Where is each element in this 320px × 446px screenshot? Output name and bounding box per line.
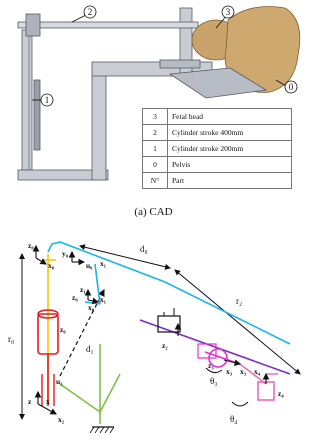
frame-u1: u₁ — [56, 377, 63, 386]
frame-x1-top: x₁ — [100, 259, 106, 268]
frame-x3b: x₃ — [240, 367, 246, 376]
theta4-arc — [232, 402, 248, 406]
frame-x-low: x — [46, 397, 50, 406]
part-number: 3 — [143, 109, 168, 125]
frame-z2: z₂ — [162, 341, 168, 350]
cad-caption: (a) CAD — [134, 206, 173, 218]
frame-z-low: z — [28, 397, 32, 406]
label-theta3: θ₃ — [210, 376, 218, 386]
part-number: 1 — [143, 141, 168, 157]
parts-table-row — [143, 141, 292, 157]
frame-x0-mid: x₀ — [88, 303, 94, 312]
part-name: Part — [168, 173, 292, 189]
dim-d0 — [80, 246, 170, 268]
part-number: 0 — [143, 157, 168, 173]
frame-u0: u₀ — [86, 261, 93, 270]
label-r2: r₂ — [236, 296, 243, 306]
part-name: Fetal head — [168, 109, 292, 125]
label-r0: r₀ — [8, 334, 15, 344]
part-number: 2 — [143, 125, 168, 141]
callout-2-label: 2 — [87, 7, 93, 17]
frame-y0-top: y₀ — [62, 249, 68, 258]
dim-r2 — [175, 270, 300, 374]
parts-table — [142, 108, 292, 189]
frame-z0-top: z₀ — [28, 241, 34, 250]
frame-xr: x₁ — [100, 295, 106, 304]
frame-z4: z₄ — [278, 389, 284, 398]
frame-z3: z₃ — [208, 361, 214, 370]
frame-x4: x₄ — [254, 367, 260, 376]
parts-table-row — [143, 157, 292, 173]
frame-zc: z₀ — [60, 325, 66, 334]
label-theta4: θ₄ — [230, 414, 238, 424]
green-link — [60, 374, 120, 412]
callout-1-label: 1 — [44, 95, 50, 105]
part-name: Cylinder stroke 400mm — [168, 125, 292, 141]
parts-table-row — [143, 109, 292, 125]
part-name: Cylinder stroke 200mm — [168, 141, 292, 157]
label-d0: d₀ — [140, 244, 148, 254]
frame-x0-top: x₀ — [48, 261, 54, 270]
label-d1: d₁ — [86, 344, 94, 354]
callout-0-label: 0 — [288, 82, 294, 92]
frame-x3: x₃ — [226, 367, 232, 376]
frame-z0-mid: z₀ — [72, 293, 78, 302]
callout-3-label: 3 — [225, 7, 231, 17]
part-number: N° — [143, 173, 168, 189]
parts-table-row — [143, 125, 292, 141]
parts-table-row — [143, 173, 292, 189]
frame-x2: x₂ — [58, 415, 64, 424]
frame-z1: z₁ — [80, 285, 86, 294]
joint-4 — [258, 382, 274, 400]
part-name: Pelvis — [168, 157, 292, 173]
kinematic-diagram — [0, 224, 307, 446]
